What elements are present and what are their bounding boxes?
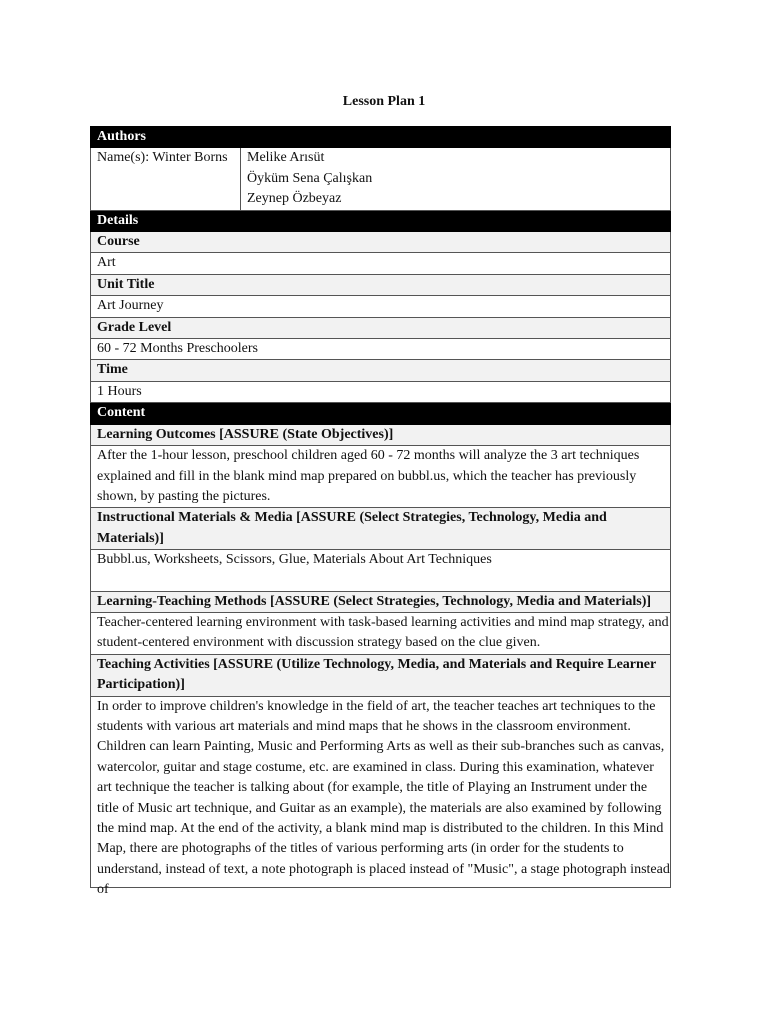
names-label: Name(s): Winter Borns xyxy=(91,148,241,210)
author-name: Öyküm Sena Çalışkan xyxy=(247,170,373,186)
activities-value: In order to improve children's knowledge in the field of art, the teacher teaches art techniques to the students with various art materials and mind maps that he shows in the classroom environment. Children can learn Painting, Music and Performing Arts as well as their sub-branches such as canvas, watercolor, guitar and stage costume, etc. are examined in class. During this examination, whatever art technique the teacher is talking about (for example, the title of Playing an Instrument under the title of Music art technique, and Guitar as an example), the materials are also examined by following the mind map. At the end of the activity, a blank mind map is distributed to the children. In this Mind Map, there are photographs of the titles of various performing arts (in order for the students to understand, instead of text, a note photograph is placed instead of "Music", a stage photograph instead of xyxy=(97,698,670,898)
methods-value: Teacher-centered learning environment with task-based learning activities and mind map strategy, and student-centered environment with discussion strategy based on the clue given. xyxy=(91,612,671,654)
course-label-row xyxy=(91,232,671,253)
methods-value-row xyxy=(91,612,671,654)
course-value: Art xyxy=(91,253,671,274)
learning-outcomes-label-row xyxy=(91,424,671,445)
methods-label-row xyxy=(91,591,671,612)
time-value: 1 Hours xyxy=(91,381,671,402)
author-name: Melike Arısüt xyxy=(247,150,325,166)
unit-title-value-row xyxy=(91,296,671,317)
unit-title-label: Unit Title xyxy=(91,274,671,295)
time-value-row xyxy=(91,381,671,402)
course-label: Course xyxy=(91,232,671,253)
activities-label-row xyxy=(91,654,671,696)
content-section-label: Content xyxy=(91,403,671,424)
activities-value-row xyxy=(91,696,671,887)
author-name: Zeynep Özbeyaz xyxy=(247,191,342,207)
details-section-label: Details xyxy=(91,210,671,231)
methods-label: Learning-Teaching Methods [ASSURE (Select Strategies, Technology, Media and Materials)] xyxy=(91,591,671,612)
authors-section-label: Authors xyxy=(91,127,671,148)
authors-section-header xyxy=(91,127,671,148)
grade-level-label: Grade Level xyxy=(91,317,671,338)
course-value-row xyxy=(91,253,671,274)
details-section-header xyxy=(91,210,671,231)
authors-row xyxy=(91,148,671,210)
content-section-header xyxy=(91,403,671,424)
grade-level-label-row xyxy=(91,317,671,338)
grade-level-value-row xyxy=(91,339,671,360)
unit-title-value: Art Journey xyxy=(91,296,671,317)
materials-cell xyxy=(91,550,671,591)
materials-label: Instructional Materials & Media [ASSURE (Select Strategies, Technology, Media and Materials)] xyxy=(91,508,671,550)
materials-value: Bubbl.us, Worksheets, Scissors, Glue, Materials About Art Techniques xyxy=(97,552,492,568)
materials-value-row xyxy=(91,550,671,591)
author-names xyxy=(241,148,671,210)
time-label: Time xyxy=(91,360,671,381)
learning-outcomes-value-row xyxy=(91,446,671,508)
activities-label: Teaching Activities [ASSURE (Utilize Technology, Media, and Materials and Require Learner Participation)] xyxy=(91,654,671,696)
time-label-row xyxy=(91,360,671,381)
lesson-plan-table xyxy=(90,126,671,898)
activities-cell xyxy=(91,696,671,898)
materials-label-row xyxy=(91,508,671,550)
blank-line xyxy=(97,571,670,591)
page-title: Lesson Plan 1 xyxy=(342,94,426,109)
grade-level-value: 60 - 72 Months Preschoolers xyxy=(91,339,671,360)
unit-title-label-row xyxy=(91,274,671,295)
learning-outcomes-label: Learning Outcomes [ASSURE (State Objectives)] xyxy=(91,424,671,445)
learning-outcomes-value: After the 1-hour lesson, preschool children aged 60 - 72 months will analyze the 3 art techniques explained and fill in the blank mind map prepared on bubbl.us, which the teacher has previously shown, by pasting the pictures. xyxy=(91,446,671,508)
